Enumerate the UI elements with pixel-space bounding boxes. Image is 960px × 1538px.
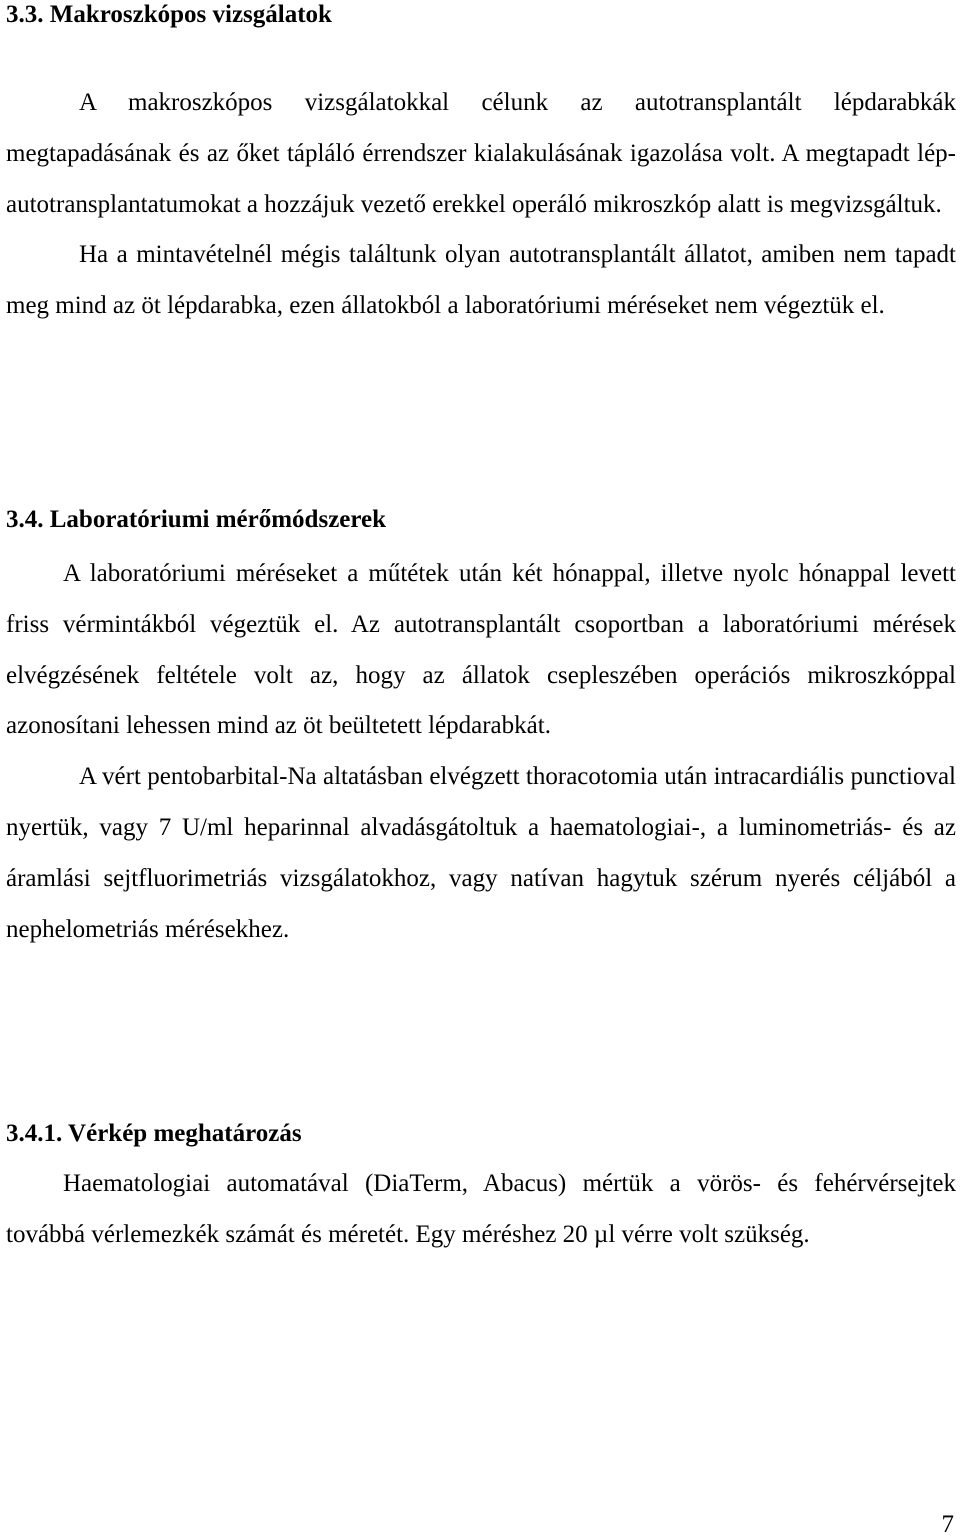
section-heading-3-3: 3.3. Makroszkópos vizsgálatok: [6, 1, 332, 28]
paragraph: A vért pentobarbital-Na altatásban elvégzett thoracotomia után intracardiális punctioval nyertük, vagy 7 U/ml heparinnal alvadásgátoltuk a haematologiai-, a luminometriás- és az áramlási sejtfluorimetriás vizsgálatokhoz, vagy natívan hagytuk szérum nyerés céljából a nephelometriás mérésekhez.: [6, 763, 956, 943]
section-heading-3-4-1: 3.4.1. Vérkép meghatározás: [6, 1120, 302, 1147]
section-body-3-3: [6, 78, 956, 332]
paragraph: Haematologiai automatával (DiaTerm, Abacus) mértük a vörös- és fehérvérsejtek továbbá vérlemezkék számát és méretét. Egy méréshez 20 µl vérre volt szükség.: [6, 1170, 956, 1248]
paragraph: A makroszkópos vizsgálatokkal célunk az autotransplantált lépdarabkák megtapadásának és az őket tápláló érrendszer kialakulásának igazolása volt. A megtapadt lép-autotransplantatumokat a hozzájuk vezető erekkel operáló mikroszkóp alatt is megvizsgáltuk.: [6, 89, 956, 218]
section-body-3-4-1: [6, 1159, 956, 1261]
section-body-3-4: [6, 549, 956, 955]
paragraph: A laboratóriumi méréseket a műtétek után két hónappal, illetve nyolc hónappal levett friss vérmintákból végeztük el. Az autotransplantált csoportban a laboratóriumi mérések elvégzésének feltétele volt az, hogy az állatok csepleszében operációs mikroszkóppal azonosítani lehessen mind az öt beültetett lépdarabkát.: [6, 560, 956, 740]
paragraph: Ha a mintavételnél mégis találtunk olyan autotransplantált állatot, amiben nem tapadt meg mind az öt lépdarabka, ezen állatokból a laboratóriumi méréseket nem végeztük el.: [6, 241, 956, 320]
page-number: 7: [941, 1511, 954, 1538]
section-heading-3-4: 3.4. Laboratóriumi mérőmódszerek: [6, 506, 387, 533]
